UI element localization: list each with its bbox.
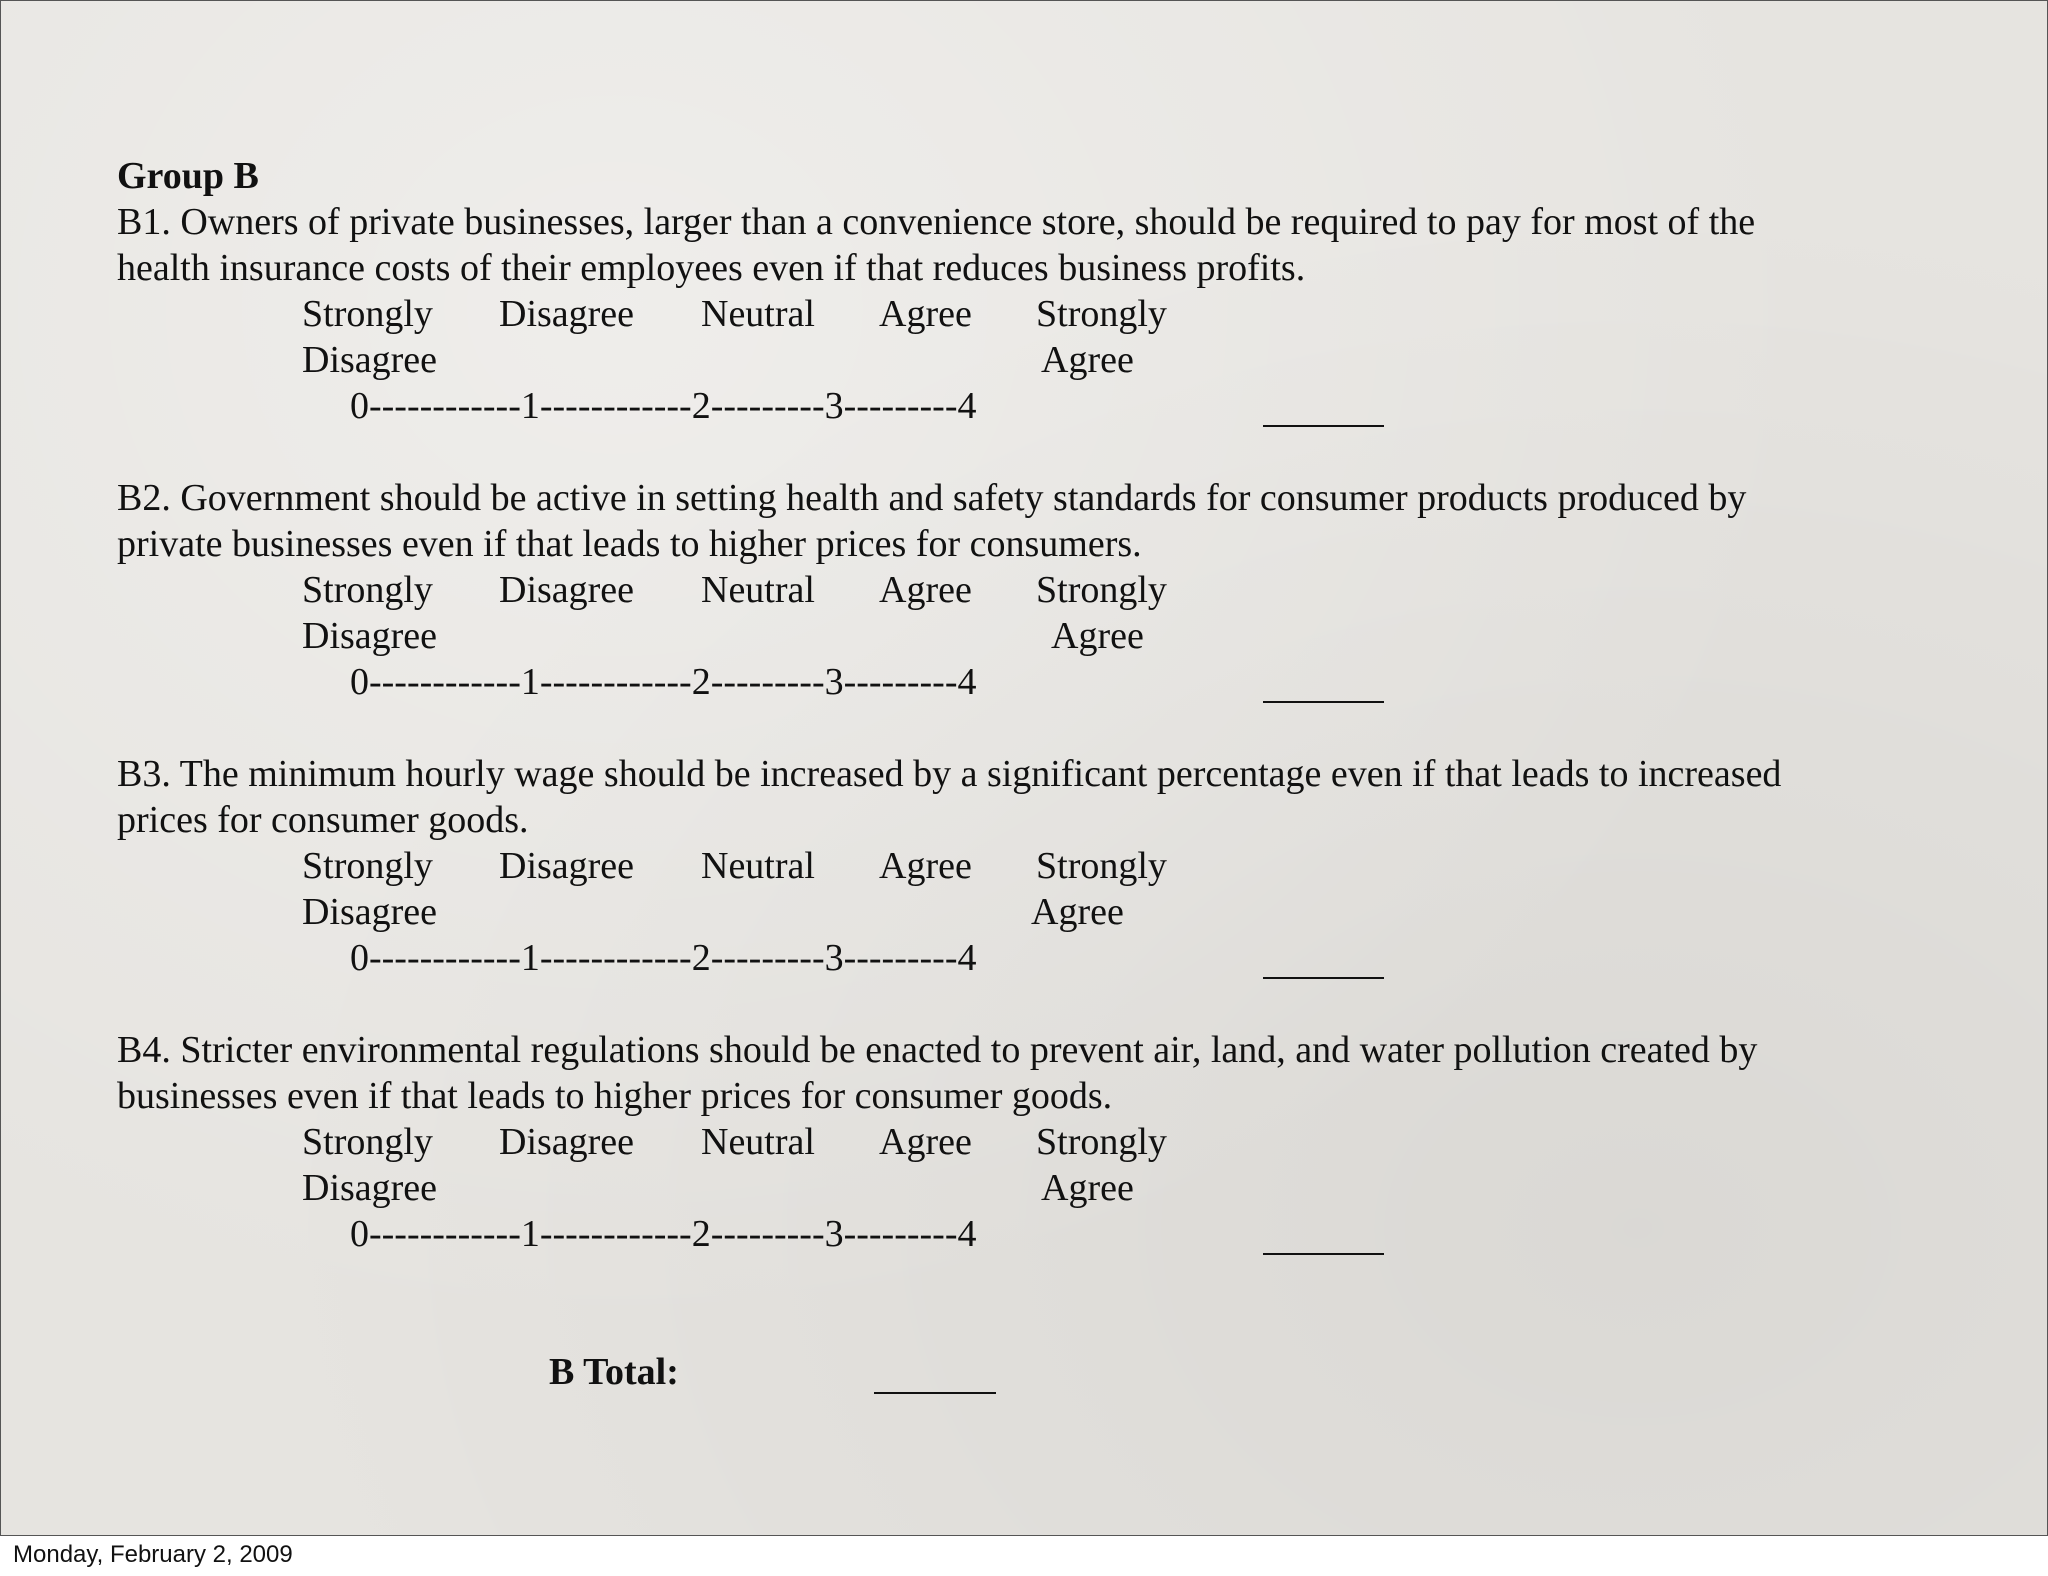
label-strongly-disagree-top: Strongly bbox=[302, 293, 433, 335]
label-neutral: Neutral bbox=[701, 1121, 815, 1163]
label-neutral: Neutral bbox=[701, 845, 815, 887]
label-disagree: Disagree bbox=[499, 1121, 635, 1163]
label-strongly-agree-bottom: Agree bbox=[1041, 1167, 1134, 1209]
answer-blank[interactable] bbox=[1263, 977, 1384, 979]
label-strongly-disagree-top: Strongly bbox=[302, 845, 433, 887]
answer-blank[interactable] bbox=[1263, 701, 1384, 703]
label-strongly-agree-top: Strongly bbox=[1036, 1121, 1167, 1163]
question-text-line2: private businesses even if that leads to higher prices for consumers. bbox=[117, 523, 1142, 565]
label-strongly-disagree-top: Strongly bbox=[302, 1121, 433, 1163]
label-strongly-disagree-top: Strongly bbox=[302, 569, 433, 611]
label-agree: Agree bbox=[879, 1121, 972, 1163]
label-agree: Agree bbox=[879, 293, 972, 335]
label-disagree: Disagree bbox=[499, 845, 635, 887]
rating-scale-line: 0------------1------------2---------3---------4 bbox=[350, 385, 977, 427]
label-strongly-disagree-bottom: Disagree bbox=[302, 891, 438, 933]
question-text-line1: B4. Stricter environmental regulations should be enacted to prevent air, land, and water pollution created by bbox=[117, 1029, 1758, 1071]
question-text-line1: B3. The minimum hourly wage should be increased by a significant percentage even if that leads to increased bbox=[117, 753, 1782, 795]
rating-scale-line: 0------------1------------2---------3---------4 bbox=[350, 661, 977, 703]
label-neutral: Neutral bbox=[701, 569, 815, 611]
label-disagree: Disagree bbox=[499, 293, 635, 335]
footer-date: Monday, February 2, 2009 bbox=[13, 1541, 293, 1568]
label-strongly-agree-bottom: Agree bbox=[1031, 891, 1124, 933]
question-text-line2: prices for consumer goods. bbox=[117, 799, 529, 841]
label-agree: Agree bbox=[879, 845, 972, 887]
question-text-line2: businesses even if that leads to higher prices for consumer goods. bbox=[117, 1075, 1113, 1117]
label-strongly-disagree-bottom: Disagree bbox=[302, 339, 438, 381]
answer-blank[interactable] bbox=[1263, 1253, 1384, 1255]
rating-scale-line: 0------------1------------2---------3---------4 bbox=[350, 937, 977, 979]
group-title: Group B bbox=[117, 155, 259, 197]
label-strongly-agree-bottom: Agree bbox=[1051, 615, 1144, 657]
label-agree: Agree bbox=[879, 569, 972, 611]
question-text-line2: health insurance costs of their employees even if that reduces business profits. bbox=[117, 247, 1306, 289]
label-strongly-agree-bottom: Agree bbox=[1041, 339, 1134, 381]
b-total-label: B Total: bbox=[549, 1351, 679, 1393]
label-disagree: Disagree bbox=[499, 569, 635, 611]
label-strongly-agree-top: Strongly bbox=[1036, 845, 1167, 887]
label-strongly-agree-top: Strongly bbox=[1036, 569, 1167, 611]
answer-blank[interactable] bbox=[1263, 425, 1384, 427]
label-strongly-disagree-bottom: Disagree bbox=[302, 615, 438, 657]
label-strongly-agree-top: Strongly bbox=[1036, 293, 1167, 335]
rating-scale-line: 0------------1------------2---------3---------4 bbox=[350, 1213, 977, 1255]
label-neutral: Neutral bbox=[701, 293, 815, 335]
question-text-line1: B1. Owners of private businesses, larger than a convenience store, should be required to pay for most of the bbox=[117, 201, 1756, 243]
question-text-line1: B2. Government should be active in setting health and safety standards for consumer products produced by bbox=[117, 477, 1747, 519]
label-strongly-disagree-bottom: Disagree bbox=[302, 1167, 438, 1209]
b-total-blank[interactable] bbox=[874, 1392, 996, 1394]
